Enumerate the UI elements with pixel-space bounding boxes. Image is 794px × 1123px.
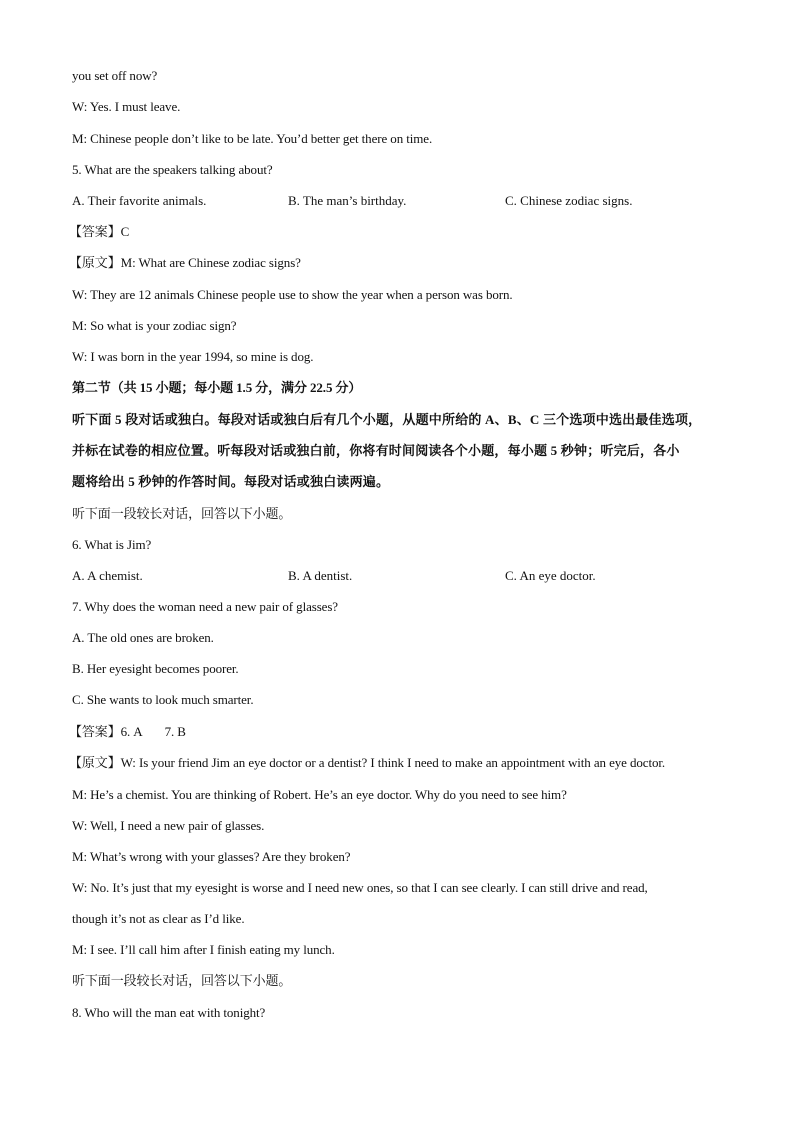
answer-label: 【答案】 <box>69 224 121 239</box>
transcript-text: W: Is your friend Jim an eye doctor or a dentist? I think I need to make an appointment with an eye doctor. <box>120 755 666 770</box>
dialog-line: though it’s not as clear as I’d like. <box>72 911 245 926</box>
answer-6-7 <box>69 724 186 740</box>
question-6: 6. What is Jim? <box>72 537 152 552</box>
dialog-line: W: They are 12 animals Chinese people use to show the year when a person was born. <box>72 287 513 302</box>
dialog-intro: 听下面一段较长对话，回答以下小题。 <box>72 973 292 988</box>
transcript-5 <box>69 255 301 271</box>
transcript-label: 【原文】 <box>69 255 121 270</box>
answer-value: C <box>120 224 130 239</box>
instructions-line-1: 听下面 5 段对话或独白。每段对话或独白后有几个小题，从题中所给的 A、B、C 三个选项中选出最佳选项， <box>72 412 702 427</box>
answer-5 <box>69 224 130 240</box>
dialog-line: M: So what is your zodiac sign? <box>72 318 237 333</box>
dialog-line: W: Yes. I must leave. <box>72 99 181 114</box>
q6-option-c: C. An eye doctor. <box>505 568 596 583</box>
section-heading: 第二节（共 15 小题；每小题 1.5 分，满分 22.5 分） <box>72 380 362 395</box>
dialog-line: M: I see. I’ll call him after I finish eating my lunch. <box>72 942 335 957</box>
question-8: 8. Who will the man eat with tonight? <box>72 1005 266 1020</box>
q5-option-c: C. Chinese zodiac signs. <box>505 193 633 208</box>
answer-value-7: 7. B <box>164 724 186 739</box>
dialog-line: W: No. It’s just that my eyesight is worse and I need new ones, so that I can see clearly. I can still drive and read, <box>72 880 648 895</box>
q7-option-b: B. Her eyesight becomes poorer. <box>72 661 239 676</box>
dialog-line: W: I was born in the year 1994, so mine is dog. <box>72 349 314 364</box>
question-7: 7. Why does the woman need a new pair of glasses? <box>72 599 338 614</box>
dialog-line: M: What’s wrong with your glasses? Are they broken? <box>72 849 351 864</box>
dialog-line: you set off now? <box>72 68 158 83</box>
q5-option-b: B. The man’s birthday. <box>288 193 407 208</box>
instructions-line-3: 题将给出 5 秒钟的作答时间。每段对话或独白读两遍。 <box>72 474 390 489</box>
q6-option-a: A. A chemist. <box>72 568 143 583</box>
dialog-line: W: Well, I need a new pair of glasses. <box>72 818 265 833</box>
instructions-line-2: 并标在试卷的相应位置。听每段对话或独白前，你将有时间阅读各个小题，每小题 5 秒钟；听完后，各小 <box>72 443 680 458</box>
dialog-intro: 听下面一段较长对话，回答以下小题。 <box>72 506 292 521</box>
answer-label: 【答案】 <box>69 724 121 739</box>
question-5: 5. What are the speakers talking about? <box>72 162 273 177</box>
q7-option-c: C. She wants to look much smarter. <box>72 692 254 707</box>
dialog-line: M: Chinese people don’t like to be late. You’d better get there on time. <box>72 131 433 146</box>
transcript-label: 【原文】 <box>69 755 121 770</box>
transcript-text: M: What are Chinese zodiac signs? <box>120 255 301 270</box>
answer-value-6: 6. A <box>120 724 143 739</box>
q7-option-a: A. The old ones are broken. <box>72 630 214 645</box>
dialog-line: M: He’s a chemist. You are thinking of Robert. He’s an eye doctor. Why do you need to see him? <box>72 787 567 802</box>
transcript-6-7 <box>69 755 666 771</box>
q6-option-b: B. A dentist. <box>288 568 353 583</box>
q5-option-a: A. Their favorite animals. <box>72 193 207 208</box>
